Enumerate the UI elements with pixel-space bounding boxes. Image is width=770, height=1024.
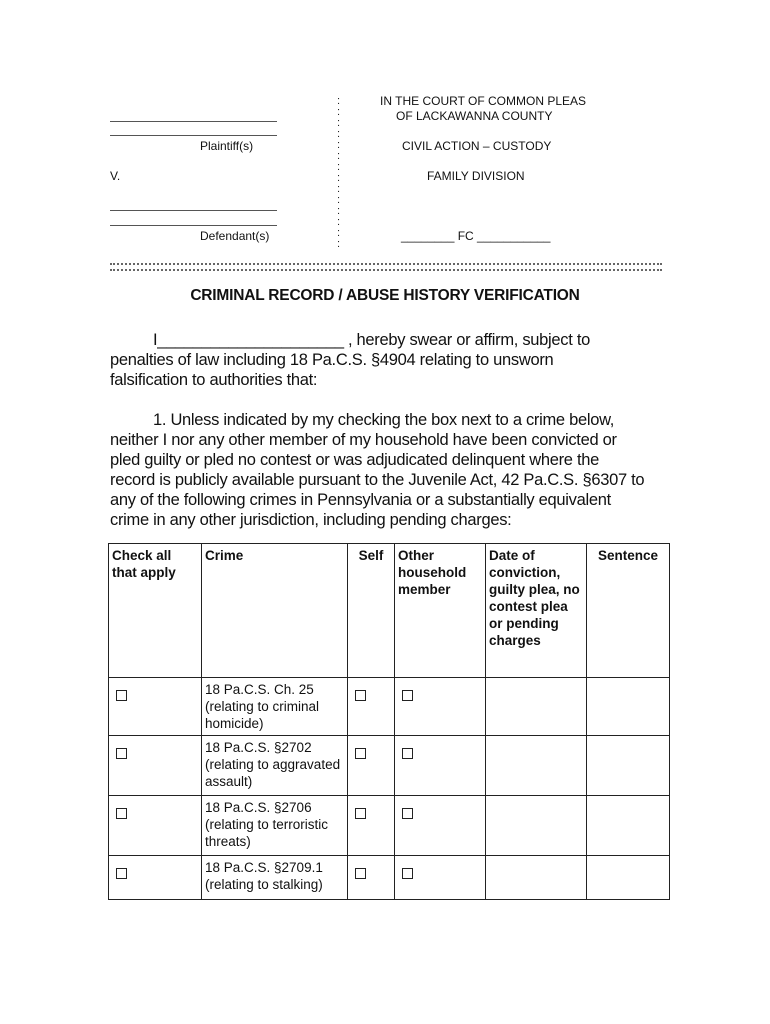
self-checkbox[interactable] (355, 690, 366, 701)
check-cell (109, 736, 202, 796)
header-check-all: Check all that apply (109, 544, 202, 678)
item-1-line: any of the following crimes in Pennsylvania or a substantially equivalent (110, 491, 611, 509)
other-cell (395, 856, 486, 900)
self-checkbox[interactable] (355, 868, 366, 879)
check-cell (109, 796, 202, 856)
self-cell (348, 856, 395, 900)
division-name: FAMILY DIVISION (427, 169, 525, 183)
header-date: Date of conviction, guilty plea, no contest plea or pending charges (486, 544, 587, 678)
caption-separator (110, 263, 662, 271)
item-1-line: 1. Unless indicated by my checking the box next to a crime below, (153, 411, 615, 429)
check-cell (109, 678, 202, 736)
plaintiff-blank-2[interactable] (110, 135, 277, 136)
header-self: Self (348, 544, 395, 678)
table-row (109, 856, 670, 900)
crime-cell (202, 856, 348, 900)
header-sentence: Sentence (587, 544, 670, 678)
intro-line: penalties of law including 18 Pa.C.S. §4904 relating to unsworn (110, 351, 554, 369)
intro-paragraph (110, 330, 670, 390)
date-cell[interactable] (486, 736, 587, 796)
item-1-line: neither I nor any other member of my household have been convicted or (110, 431, 617, 449)
table-row (109, 678, 670, 736)
check-all-checkbox[interactable] (116, 690, 127, 701)
crimes-table (108, 543, 670, 900)
table-row (109, 796, 670, 856)
sentence-cell[interactable] (587, 796, 670, 856)
plaintiff-label: Plaintiff(s) (200, 139, 254, 153)
other-member-checkbox[interactable] (402, 690, 413, 701)
caption-divider: : : : : : : : : : : : : : : (337, 95, 341, 250)
table-header-row (109, 544, 670, 678)
crime-cell (202, 796, 348, 856)
action-type: CIVIL ACTION – CUSTODY (402, 139, 552, 153)
intro-line: falsification to authorities that: (110, 371, 318, 389)
crime-name: 18 Pa.C.S. Ch. 25 (relating to criminal homicide) (205, 682, 320, 731)
plaintiff-blank-1[interactable] (110, 121, 277, 122)
other-cell (395, 736, 486, 796)
other-cell (395, 796, 486, 856)
check-all-checkbox[interactable] (116, 808, 127, 819)
crime-name: 18 Pa.C.S. §2706 (relating to terroristic threats) (205, 800, 329, 849)
date-cell[interactable] (486, 796, 587, 856)
defendant-label: Defendant(s) (200, 229, 270, 243)
sentence-cell[interactable] (587, 678, 670, 736)
defendant-blank-2[interactable] (110, 225, 277, 226)
versus-label: V. (110, 169, 121, 183)
court-name-line2: OF LACKAWANNA COUNTY (396, 109, 553, 123)
check-cell (109, 856, 202, 900)
self-checkbox[interactable] (355, 748, 366, 759)
self-cell (348, 678, 395, 736)
table-row (109, 736, 670, 796)
item-1-line: pled guilty or pled no contest or was adjudicated delinquent where the (110, 451, 600, 469)
check-all-checkbox[interactable] (116, 748, 127, 759)
item-1-paragraph (110, 410, 670, 530)
court-name-line1: IN THE COURT OF COMMON PLEAS (380, 94, 587, 108)
form-title: CRIMINAL RECORD / ABUSE HISTORY VERIFICATION (190, 287, 580, 304)
crime-cell (202, 678, 348, 736)
self-checkbox[interactable] (355, 808, 366, 819)
intro-line: I_____________________ , hereby swear or affirm, subject to (153, 331, 590, 349)
other-member-checkbox[interactable] (402, 808, 413, 819)
defendant-blank-1[interactable] (110, 210, 277, 211)
self-cell (348, 796, 395, 856)
other-cell (395, 678, 486, 736)
item-1-line: record is publicly available pursuant to the Juvenile Act, 42 Pa.C.S. §6307 to (110, 471, 645, 489)
header-other-household-member: Other household member (395, 544, 486, 678)
header-crime: Crime (202, 544, 348, 678)
case-number-field[interactable]: ________ FC ___________ (401, 229, 551, 243)
check-all-checkbox[interactable] (116, 868, 127, 879)
crime-name: 18 Pa.C.S. §2709.1 (relating to stalking) (205, 860, 323, 892)
sentence-cell[interactable] (587, 856, 670, 900)
other-member-checkbox[interactable] (402, 748, 413, 759)
self-cell (348, 736, 395, 796)
crime-cell (202, 736, 348, 796)
item-1-line: crime in any other jurisdiction, including pending charges: (110, 511, 512, 529)
date-cell[interactable] (486, 856, 587, 900)
sentence-cell[interactable] (587, 736, 670, 796)
crime-name: 18 Pa.C.S. §2702 (relating to aggravated assault) (205, 740, 341, 789)
date-cell[interactable] (486, 678, 587, 736)
other-member-checkbox[interactable] (402, 868, 413, 879)
